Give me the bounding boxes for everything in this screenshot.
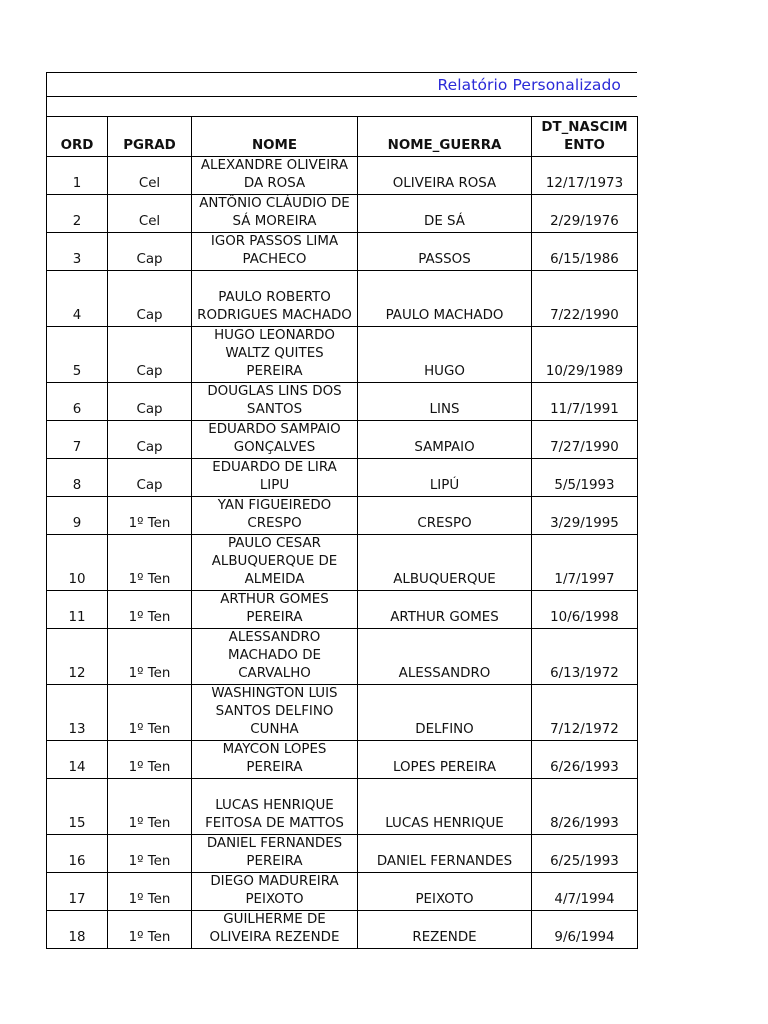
cell-pgrad: Cap	[108, 233, 192, 271]
cell-nome: DOUGLAS LINS DOS SANTOS	[192, 383, 358, 421]
personnel-table	[46, 116, 638, 949]
report-sheet	[46, 72, 637, 949]
cell-nome-guerra: DANIEL FERNANDES	[358, 835, 532, 873]
header-pgrad: PGRAD	[108, 117, 192, 157]
table-row	[47, 873, 638, 911]
cell-dt-nascimento: 6/13/1972	[532, 629, 638, 685]
cell-nome-guerra: ARTHUR GOMES	[358, 591, 532, 629]
cell-pgrad: Cap	[108, 459, 192, 497]
cell-dt-nascimento: 5/5/1993	[532, 459, 638, 497]
cell-nome: DIEGO MADUREIRA PEIXOTO	[192, 873, 358, 911]
cell-dt-nascimento: 10/29/1989	[532, 327, 638, 383]
cell-dt-nascimento: 10/6/1998	[532, 591, 638, 629]
header-dt-nascimento: DT_NASCIM ENTO	[532, 117, 638, 157]
cell-dt-nascimento: 11/7/1991	[532, 383, 638, 421]
report-title-row	[46, 72, 637, 96]
table-row	[47, 629, 638, 685]
cell-nome-guerra: PAULO MACHADO	[358, 271, 532, 327]
cell-pgrad: 1º Ten	[108, 911, 192, 949]
cell-nome: MAYCON LOPES PEREIRA	[192, 741, 358, 779]
cell-nome: YAN FIGUEIREDO CRESPO	[192, 497, 358, 535]
table-row	[47, 271, 638, 327]
cell-nome: ALEXANDRE OLIVEIRA DA ROSA	[192, 157, 358, 195]
cell-nome: LUCAS HENRIQUE FEITOSA DE MATTOS	[192, 779, 358, 835]
cell-dt-nascimento: 2/29/1976	[532, 195, 638, 233]
cell-ord: 15	[47, 779, 108, 835]
cell-nome: EDUARDO SAMPAIO GONÇALVES	[192, 421, 358, 459]
table-row	[47, 157, 638, 195]
cell-nome: PAULO CESAR ALBUQUERQUE DE ALMEIDA	[192, 535, 358, 591]
cell-pgrad: 1º Ten	[108, 779, 192, 835]
table-row	[47, 195, 638, 233]
cell-pgrad: 1º Ten	[108, 835, 192, 873]
table-row	[47, 383, 638, 421]
cell-ord: 7	[47, 421, 108, 459]
blank-row	[46, 96, 637, 116]
cell-ord: 12	[47, 629, 108, 685]
cell-ord: 8	[47, 459, 108, 497]
cell-ord: 16	[47, 835, 108, 873]
cell-pgrad: Cap	[108, 421, 192, 459]
cell-dt-nascimento: 7/12/1972	[532, 685, 638, 741]
cell-nome-guerra: OLIVEIRA ROSA	[358, 157, 532, 195]
cell-ord: 10	[47, 535, 108, 591]
cell-dt-nascimento: 3/29/1995	[532, 497, 638, 535]
cell-nome-guerra: LINS	[358, 383, 532, 421]
cell-dt-nascimento: 6/25/1993	[532, 835, 638, 873]
cell-ord: 13	[47, 685, 108, 741]
cell-dt-nascimento: 9/6/1994	[532, 911, 638, 949]
cell-dt-nascimento: 1/7/1997	[532, 535, 638, 591]
cell-ord: 18	[47, 911, 108, 949]
table-body	[47, 157, 638, 949]
cell-pgrad: Cap	[108, 383, 192, 421]
cell-pgrad: 1º Ten	[108, 497, 192, 535]
cell-dt-nascimento: 6/15/1986	[532, 233, 638, 271]
cell-nome-guerra: HUGO	[358, 327, 532, 383]
cell-pgrad: 1º Ten	[108, 591, 192, 629]
cell-nome: EDUARDO DE LIRA LIPU	[192, 459, 358, 497]
cell-nome-guerra: LIPÚ	[358, 459, 532, 497]
table-row	[47, 591, 638, 629]
cell-nome: PAULO ROBERTO RODRIGUES MACHADO	[192, 271, 358, 327]
table-header-row	[47, 117, 638, 157]
table-row	[47, 497, 638, 535]
header-nome: NOME	[192, 117, 358, 157]
cell-dt-nascimento: 12/17/1973	[532, 157, 638, 195]
cell-nome-guerra: SAMPAIO	[358, 421, 532, 459]
table-row	[47, 741, 638, 779]
cell-dt-nascimento: 7/27/1990	[532, 421, 638, 459]
cell-ord: 1	[47, 157, 108, 195]
cell-dt-nascimento: 7/22/1990	[532, 271, 638, 327]
cell-dt-nascimento: 8/26/1993	[532, 779, 638, 835]
cell-pgrad: 1º Ten	[108, 535, 192, 591]
cell-dt-nascimento: 6/26/1993	[532, 741, 638, 779]
cell-nome: ANTÔNIO CLÁUDIO DE SÁ MOREIRA	[192, 195, 358, 233]
cell-dt-nascimento: 4/7/1994	[532, 873, 638, 911]
header-ord: ORD	[47, 117, 108, 157]
cell-ord: 5	[47, 327, 108, 383]
cell-pgrad: Cap	[108, 327, 192, 383]
cell-pgrad: 1º Ten	[108, 873, 192, 911]
cell-pgrad: Cap	[108, 271, 192, 327]
cell-ord: 14	[47, 741, 108, 779]
cell-ord: 17	[47, 873, 108, 911]
cell-pgrad: 1º Ten	[108, 741, 192, 779]
cell-ord: 4	[47, 271, 108, 327]
cell-nome-guerra: LUCAS HENRIQUE	[358, 779, 532, 835]
table-row	[47, 685, 638, 741]
cell-nome: ARTHUR GOMES PEREIRA	[192, 591, 358, 629]
table-row	[47, 535, 638, 591]
header-nome-guerra: NOME_GUERRA	[358, 117, 532, 157]
cell-nome-guerra: DE SÁ	[358, 195, 532, 233]
table-row	[47, 835, 638, 873]
cell-nome: ALESSANDRO MACHADO DE CARVALHO	[192, 629, 358, 685]
cell-nome-guerra: DELFINO	[358, 685, 532, 741]
cell-nome-guerra: ALESSANDRO	[358, 629, 532, 685]
cell-nome-guerra: PEIXOTO	[358, 873, 532, 911]
cell-nome-guerra: LOPES PEREIRA	[358, 741, 532, 779]
table-row	[47, 459, 638, 497]
cell-nome: WASHINGTON LUIS SANTOS DELFINO CUNHA	[192, 685, 358, 741]
cell-nome: GUILHERME DE OLIVEIRA REZENDE	[192, 911, 358, 949]
table-row	[47, 327, 638, 383]
table-row	[47, 779, 638, 835]
cell-nome-guerra: REZENDE	[358, 911, 532, 949]
cell-nome-guerra: ALBUQUERQUE	[358, 535, 532, 591]
cell-nome: DANIEL FERNANDES PEREIRA	[192, 835, 358, 873]
cell-ord: 9	[47, 497, 108, 535]
cell-nome-guerra: CRESPO	[358, 497, 532, 535]
cell-nome: IGOR PASSOS LIMA PACHECO	[192, 233, 358, 271]
table-row	[47, 233, 638, 271]
cell-ord: 11	[47, 591, 108, 629]
cell-ord: 2	[47, 195, 108, 233]
cell-ord: 3	[47, 233, 108, 271]
cell-pgrad: Cel	[108, 157, 192, 195]
cell-nome-guerra: PASSOS	[358, 233, 532, 271]
report-title: Relatório Personalizado	[437, 75, 621, 94]
cell-pgrad: 1º Ten	[108, 685, 192, 741]
table-row	[47, 421, 638, 459]
cell-nome: HUGO LEONARDO WALTZ QUITES PEREIRA	[192, 327, 358, 383]
cell-pgrad: 1º Ten	[108, 629, 192, 685]
cell-ord: 6	[47, 383, 108, 421]
cell-pgrad: Cel	[108, 195, 192, 233]
table-row	[47, 911, 638, 949]
